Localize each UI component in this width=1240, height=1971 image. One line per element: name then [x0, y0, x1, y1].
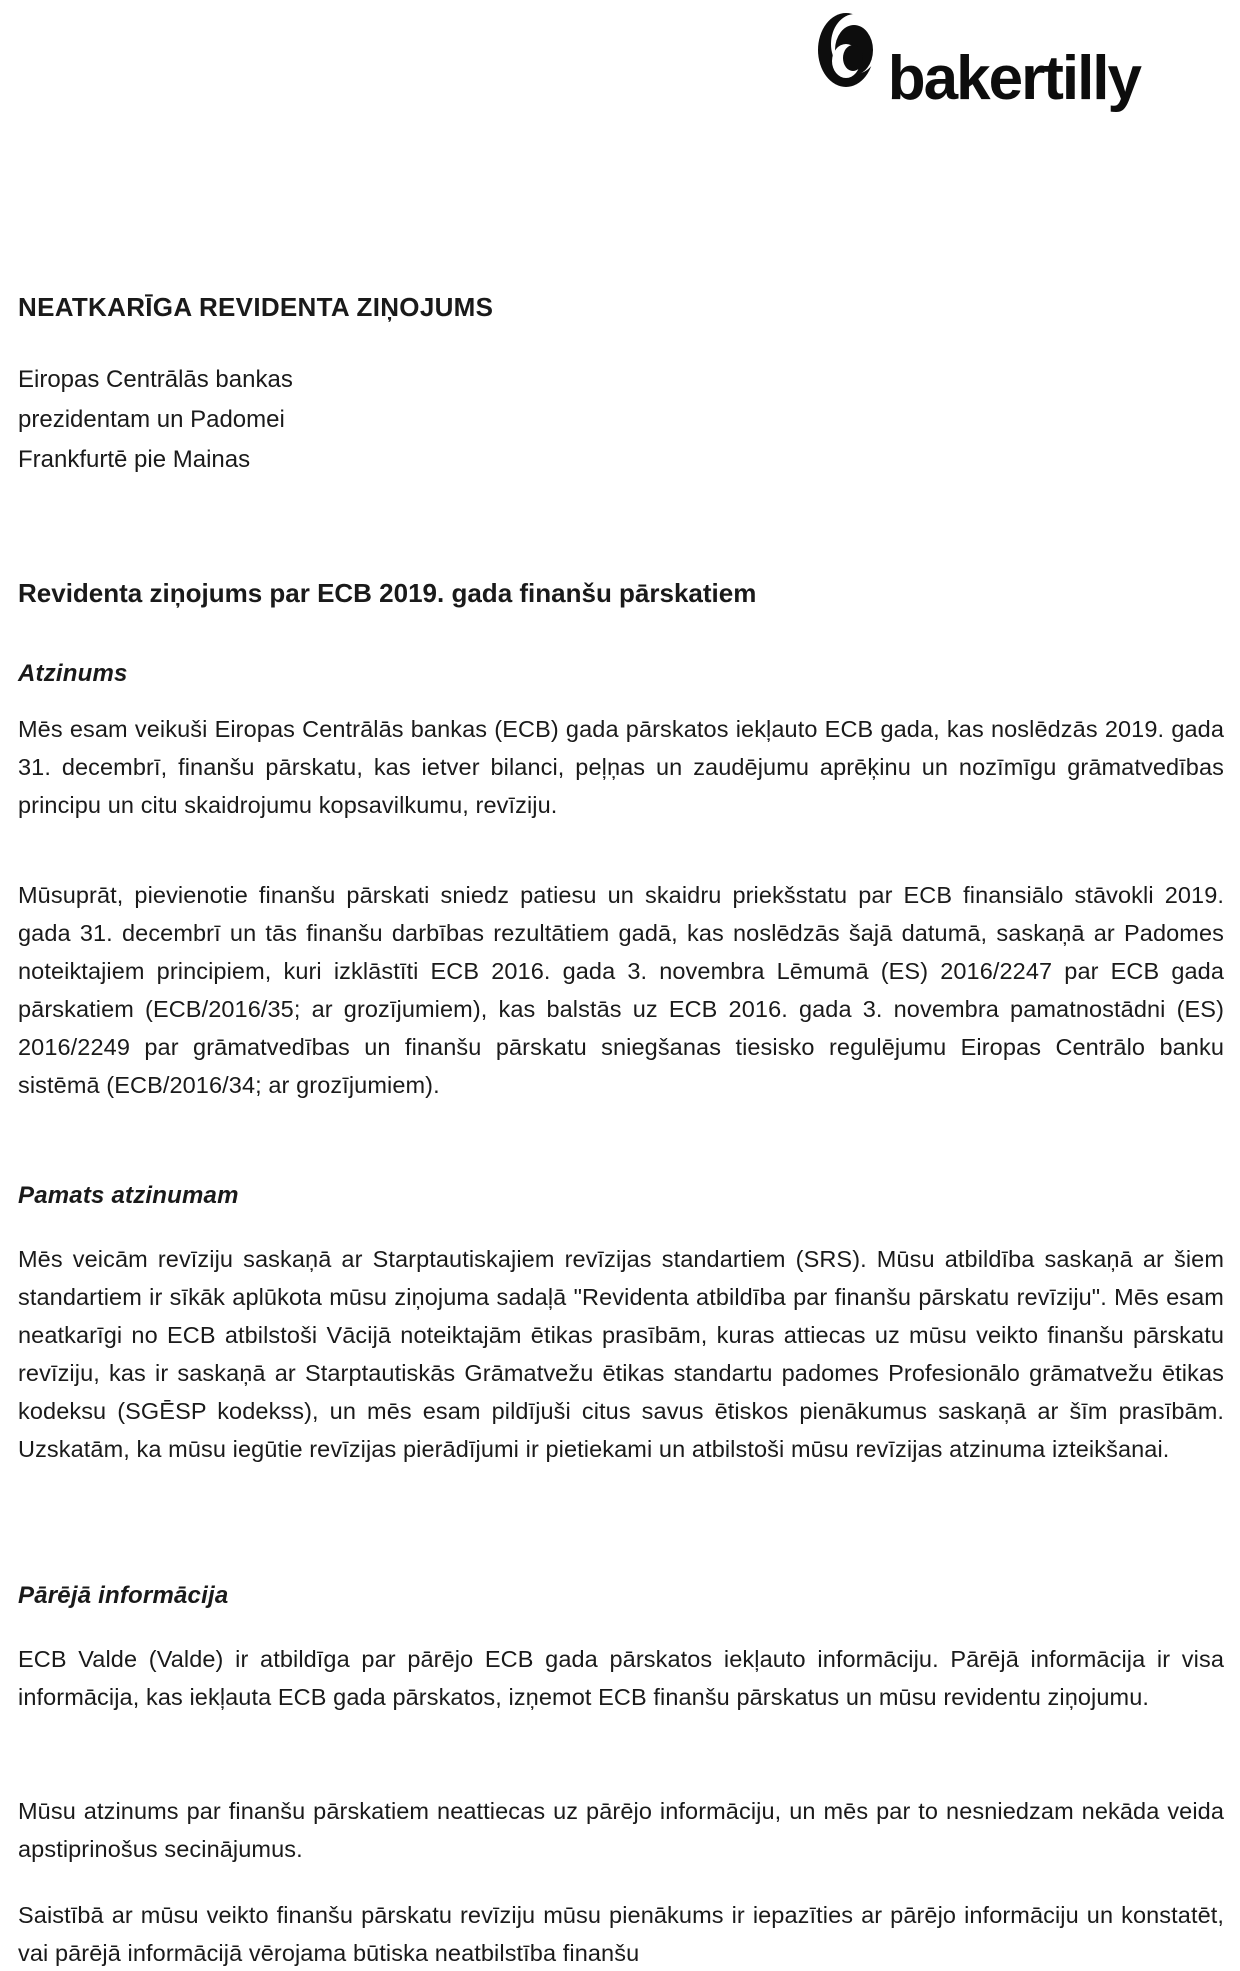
- section-heading: Atzinums: [18, 660, 128, 687]
- brand-logo: [818, 12, 1140, 113]
- paragraph: ECB Valde (Valde) ir atbildīga par pārējo ECB gada pārskatos iekļauto informāciju. Pārējā informācija ir visa informācija, kas iekļauta ECB gada pārskatos, izņemot ECB finanšu pārskatus un mūsu revidentu ziņojumu.: [18, 1646, 1224, 1710]
- paragraph: Mūsuprāt, pievienotie finanšu pārskati sniedz patiesu un skaidru priekšstatu par ECB finansiālo stāvokli 2019. gada 31. decembrī un tās finanšu darbības rezultātiem gadā, kas noslēdzās šajā datumā, saskaņā ar Padomes noteiktajiem principiem, kuri izklāstīti ECB 2016. gada 3. novembra Lēmumā (ES) 2016/2247 par ECB gada pārskatiem (ECB/2016/35; ar grozījumiem), kas balstās uz ECB 2016. gada 3. novembra pamatnostādni (ES) 2016/2249 par grāmatvedības un finanšu pārskatu sniegšanas tiesisko regulējumu Eiropas Centrālo banku sistēmā (ECB/2016/34; ar grozījumiem).: [18, 882, 1224, 1098]
- recipient-block: [18, 360, 1224, 480]
- recipient-line: prezidentam un Padomei: [18, 406, 285, 433]
- brand-wordmark: bakertilly: [887, 44, 1140, 113]
- paragraph: Mūsu atzinums par finanšu pārskatiem neattiecas uz pārējo informāciju, un mēs par to nesniedzam nekāda veida apstiprinošus secinājumus.: [18, 1798, 1224, 1862]
- report-heading: Revidenta ziņojums par ECB 2019. gada finanšu pārskatiem: [18, 578, 757, 608]
- paragraph: Mēs esam veikuši Eiropas Centrālās bankas (ECB) gada pārskatos iekļauto ECB gada, kas noslēdzās 2019. gada 31. decembrī, finanšu pārskatu, kas ietver bilanci, peļņas un zaudējumu aprēķinu un nozīmīgu grāmatvedības principu un citu skaidrojumu kopsavilkumu, revīziju.: [18, 716, 1224, 818]
- paragraph: Mēs veicām revīziju saskaņā ar Starptautiskajiem revīzijas standartiem (SRS). Mūsu atbildība saskaņā ar šiem standartiem ir sīkāk aplūkota mūsu ziņojuma sadaļā "Revidenta atbildība par finanšu pārskatu revīziju". Mēs esam neatkarīgi no ECB atbilstoši Vācijā noteiktajām ētikas prasībām, kuras attiecas uz mūsu veikto finanšu pārskatu revīziju, kas ir saskaņā ar Starptautiskās Grāmatvežu ētikas standartu padomes Profesionālo grāmatvežu ētikas kodeksu (SGĒSP kodekss), un mēs esam pildījuši citus savus ētiskos pienākumus saskaņā ar šīm prasībām. Uzskatām, ka mūsu iegūtie revīzijas pierādījumi ir pietiekami un atbilstoši mūsu revīzijas atzinuma izteikšanai.: [18, 1246, 1224, 1462]
- section-heading: Pārējā informācija: [18, 1582, 229, 1609]
- paragraph: Saistībā ar mūsu veikto finanšu pārskatu revīziju mūsu pienākums ir iepazīties ar pārējo informāciju un konstatēt, vai pārējā informācijā vērojama būtiska neatbilstība finanšu: [18, 1902, 1224, 1966]
- bakertilly-swirl-icon: [818, 12, 878, 90]
- recipient-line: Frankfurtē pie Mainas: [18, 446, 251, 473]
- document-title: NEATKARĪGA REVIDENTA ZIŅOJUMS: [18, 292, 494, 322]
- section-heading: Pamats atzinumam: [18, 1182, 239, 1209]
- recipient-line: Eiropas Centrālās bankas: [18, 366, 293, 393]
